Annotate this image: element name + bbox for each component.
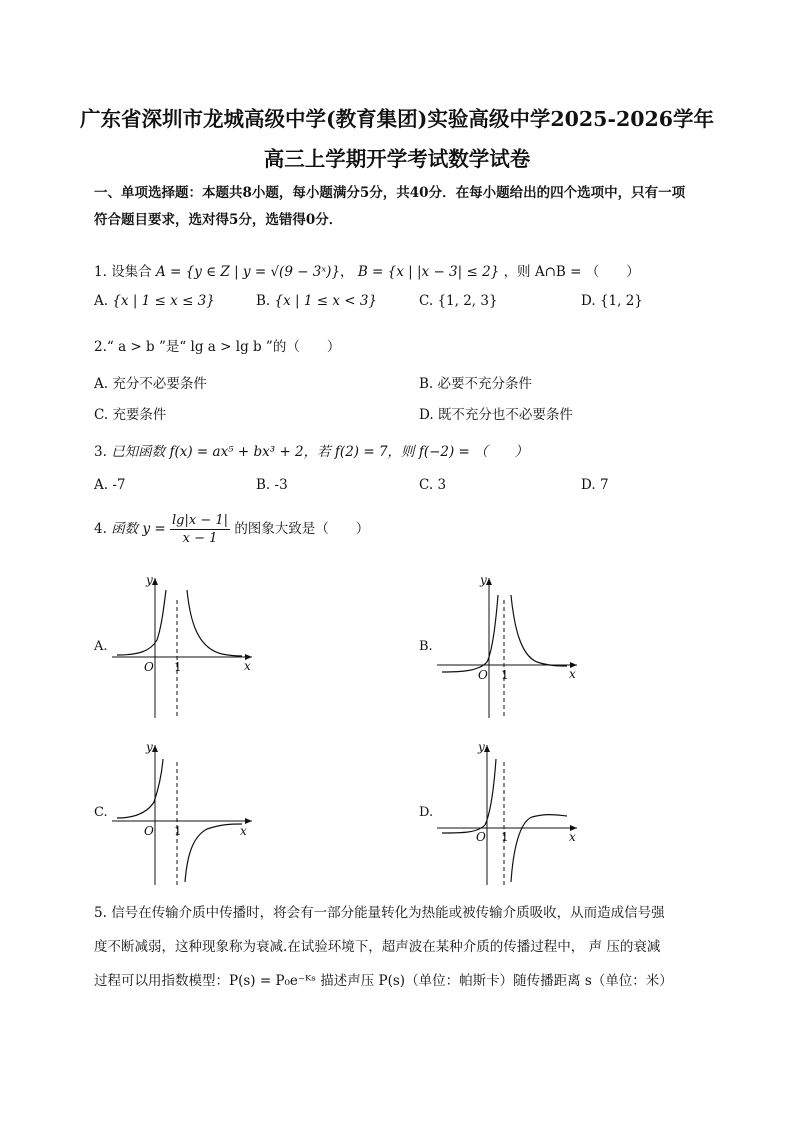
curve-left (117, 759, 163, 818)
question-number: 5. (94, 905, 107, 921)
option-label: C. (94, 407, 109, 423)
option-label: B. (419, 376, 434, 392)
origin-label: O (478, 668, 488, 682)
q2-option-a (94, 372, 207, 392)
q1-option-d (581, 293, 643, 309)
graph-c (112, 737, 262, 887)
option-text: 充分不必要条件 (112, 376, 207, 392)
option-label: C. (419, 293, 434, 309)
question-text: 已知函数 f(x) = ax⁵ + bx³ + 2，若 f(2) = 7，则 f(−2) = （ ） (111, 444, 529, 460)
question-text: 信号在传输介质中传播时，将会有一部分能量转化为热能或被传输介质吸收，从而造成信号强 (111, 905, 665, 921)
curve-left (442, 759, 496, 833)
fraction-denominator: x − 1 (182, 531, 218, 546)
curve-right (511, 815, 567, 882)
option-text: -3 (274, 477, 288, 493)
option-label: D. (581, 477, 596, 493)
curve-left (117, 590, 166, 655)
question-number: 2. (94, 339, 107, 355)
question-suffix: 的图象大致是（ ） (234, 521, 370, 537)
origin-label: O (476, 830, 486, 844)
x-axis-label: x (569, 830, 576, 844)
origin-label: O (144, 824, 154, 838)
question-4 (94, 512, 369, 547)
question-suffix: ，则 A∩B = （ ） (503, 264, 640, 280)
option-label: D. (419, 407, 434, 423)
question-2 (94, 335, 340, 355)
origin-label: O (144, 660, 154, 674)
question-5-line1 (94, 896, 700, 930)
y-axis-arrow-icon (152, 578, 158, 585)
question-number: 4. (94, 521, 107, 537)
q2-option-b (419, 372, 532, 392)
question-3 (94, 440, 528, 460)
option-label: A. (94, 477, 109, 493)
y-axis-label: y (146, 740, 153, 754)
question-1 (94, 260, 640, 280)
fraction (170, 512, 230, 547)
graph-a (112, 570, 262, 720)
option-text: {1, 2} (599, 293, 643, 309)
x-axis-label: x (569, 667, 576, 681)
option-label: A. (94, 293, 109, 309)
y-axis-label: y (146, 573, 153, 587)
tick-label: 1 (174, 660, 182, 674)
tick-label: 1 (174, 824, 182, 838)
section-heading: 一、单项选择题：本题共8小题，每小题满分5分，共40分．在每小题给出的四个选项中，只有一项符合题目要求，选对得5分，选错得0分． (94, 185, 686, 228)
y-axis-arrow-icon (486, 578, 492, 585)
q3-option-d (581, 477, 609, 493)
option-text: -7 (112, 477, 126, 493)
y-axis-label: y (480, 573, 487, 587)
tick-label: 1 (501, 830, 509, 844)
curve-right (187, 590, 242, 656)
question-5 (94, 896, 700, 998)
x-axis-label: x (240, 824, 247, 838)
y-axis-label: y (478, 740, 485, 754)
q3-option-c (419, 477, 446, 493)
option-text: 7 (599, 477, 609, 493)
question-number: 1. (94, 264, 107, 280)
q3-option-a (94, 477, 126, 493)
y-axis-arrow-icon (152, 745, 158, 752)
y-axis-arrow-icon (484, 745, 490, 752)
graph-label-c: C. (94, 805, 108, 820)
q1-option-a (94, 293, 215, 309)
exam-title-line1: 广东省深圳市龙城高级中学(教育集团)实验高级中学2025-2026学年 (79, 107, 715, 131)
option-label: D. (581, 293, 596, 309)
option-text: {x | 1 ≤ x ≤ 3} (112, 293, 215, 309)
question-number: 3. (94, 444, 107, 460)
fraction-numerator: lg|x − 1| (172, 513, 229, 528)
option-text: 3 (437, 477, 447, 493)
set-b: B = {x | |x − 3| ≤ 2} (357, 264, 500, 280)
curve-left (442, 595, 498, 672)
graph-label-b: B. (419, 639, 433, 654)
option-label: A. (94, 376, 109, 392)
q2-option-d (419, 403, 573, 423)
graph-b (437, 570, 587, 720)
question-text: “ a > b ”是“ lg a > lg b ”的（ ） (106, 339, 341, 355)
curve-right (511, 595, 567, 666)
function-prefix: 函数 y = (111, 521, 166, 537)
q1-option-b (256, 293, 377, 309)
option-text: 必要不充分条件 (437, 376, 533, 392)
x-axis-label: x (244, 659, 251, 673)
separator: ， (340, 264, 354, 280)
exam-title-line2: 高三上学期开学考试数学试卷 (263, 147, 531, 171)
set-a: A = {y ∈ Z | y = √(9 − 3ˣ)} (155, 264, 341, 280)
option-label: B. (256, 293, 271, 309)
q2-option-c (94, 403, 166, 423)
graph-label-a: A. (94, 639, 108, 654)
question-5-line3: 过程可以用指数模型：P(s) = P₀e⁻ᴷˢ 描述声压 P(s)（单位：帕斯卡）随传播距离 s（单位：米） (94, 973, 673, 989)
question-5-line2: 度不断减弱，这种现象称为衰减.在试验环境下，超声波在某种介质的传播过程中， 声 压的衰减 (94, 939, 661, 955)
option-text: {1, 2, 3} (437, 293, 498, 309)
option-text: 充要条件 (112, 407, 167, 423)
option-text: {x | 1 ≤ x < 3} (274, 293, 378, 309)
tick-label: 1 (501, 668, 509, 682)
question-prefix: 设集合 (111, 264, 152, 280)
option-label: C. (419, 477, 434, 493)
option-text: 既不充分也不必要条件 (437, 407, 573, 423)
curve-right (185, 824, 242, 882)
q1-option-c (419, 293, 498, 309)
graph-label-d: D. (419, 805, 434, 820)
q3-option-b (256, 477, 288, 493)
option-label: B. (256, 477, 271, 493)
graph-d (437, 737, 587, 887)
